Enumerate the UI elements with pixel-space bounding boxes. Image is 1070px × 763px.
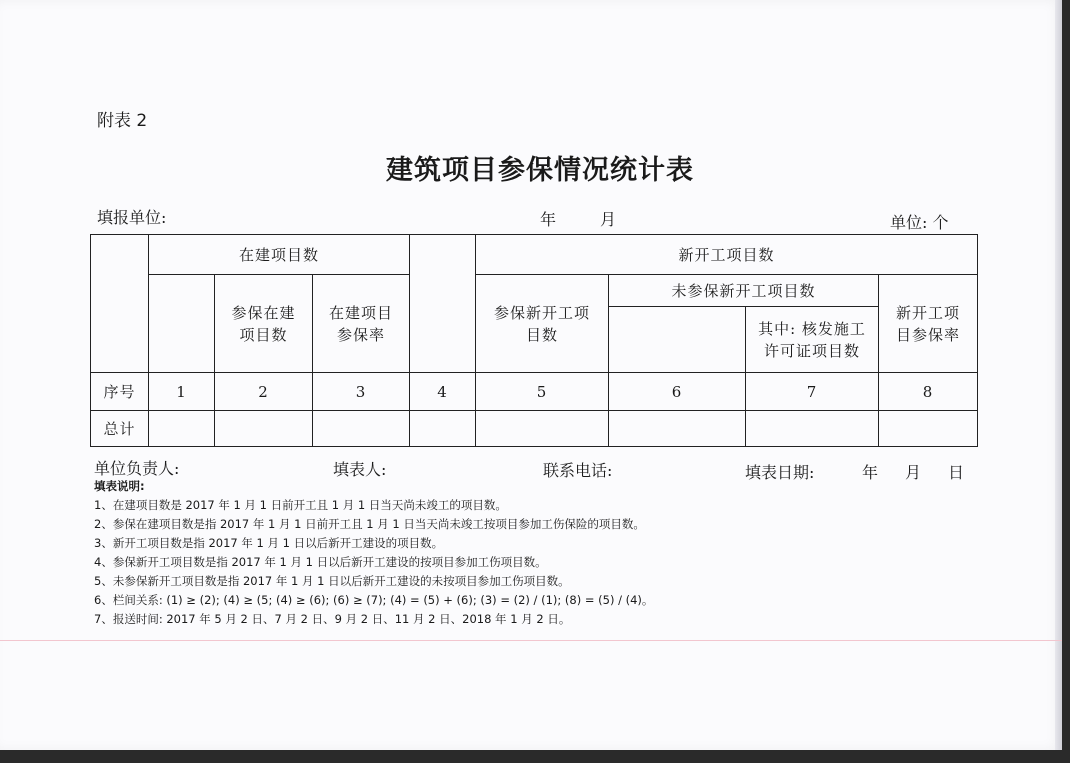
total-cell: [879, 411, 978, 447]
insured-on-build-header: 参保在建项目数: [215, 275, 313, 373]
divider-line: [0, 640, 1062, 641]
footer-year: 年: [862, 463, 879, 482]
col-number: 5: [476, 373, 609, 411]
col-number: 3: [313, 373, 410, 411]
header-blank-cell: [91, 235, 149, 373]
uninsured-new-group-header: 未参保新开工项目数: [609, 275, 879, 307]
unit-label: 单位: 个: [890, 213, 949, 232]
note-item: 3、新开工项目数是指 2017 年 1 月 1 日以后新开工建设的项目数。: [94, 536, 444, 550]
col-number: 1: [149, 373, 215, 411]
permit-issued-header: 其中: 核发施工许可证项目数: [746, 307, 879, 373]
responsible-label: 单位负责人:: [94, 459, 180, 478]
on-build-group-header: 在建项目数: [149, 235, 410, 275]
month-label: 月: [600, 210, 617, 229]
footer-day: 日: [948, 463, 965, 482]
statistics-table: [90, 234, 978, 447]
total-cell: [215, 411, 313, 447]
total-cell: [476, 411, 609, 447]
year-label: 年: [540, 210, 557, 229]
total-label: 总计: [91, 411, 149, 447]
note-item: 5、未参保新开工项目数是指 2017 年 1 月 1 日以后新开工建设的未按项目参加工伤项目数。: [94, 574, 570, 588]
footer-month: 月: [905, 463, 922, 482]
serial-label: 序号: [91, 373, 149, 411]
total-cell: [149, 411, 215, 447]
note-item: 2、参保在建项目数是指 2017 年 1 月 1 日前开工且 1 月 1 日当天尚未竣工按项目参加工伤保险的项目数。: [94, 517, 645, 531]
fill-unit-label: 填报单位:: [97, 208, 167, 227]
total-row: [91, 411, 978, 447]
total-cell: [313, 411, 410, 447]
total-cell: [410, 411, 476, 447]
col-number: 2: [215, 373, 313, 411]
document-title: 建筑项目参保情况统计表: [386, 155, 694, 186]
note-item: 4、参保新开工项目数是指 2017 年 1 月 1 日以后新开工建设的按项目参加工伤项目数。: [94, 555, 547, 569]
note-item: 6、栏间关系: (1) ≥ (2); (4) ≥ (5; (4) ≥ (6); (6) ≥ (7); (4) = (5) + (6); (3) = (2) / (1); (8) = (5) / (4)。: [94, 593, 654, 607]
scanner-border: [0, 750, 1070, 763]
col-number: 6: [609, 373, 746, 411]
filler-label: 填表人:: [333, 460, 387, 479]
col-number: 8: [879, 373, 978, 411]
fill-date-label: 填表日期:: [745, 463, 815, 482]
on-build-rate-header: 在建项目参保率: [313, 275, 410, 373]
col-number: 4: [410, 373, 476, 411]
attachment-label: 附表 2: [97, 111, 148, 131]
total-cell: [609, 411, 746, 447]
notes-section: [94, 477, 653, 629]
phone-label: 联系电话:: [543, 461, 613, 480]
insured-new-header: 参保新开工项目数: [476, 275, 609, 373]
notes-heading: 填表说明:: [94, 479, 145, 493]
total-new-header-cell: [410, 235, 476, 373]
col-number: 7: [746, 373, 879, 411]
new-group-header: 新开工项目数: [476, 235, 978, 275]
total-cell: [746, 411, 879, 447]
page-edge: [1055, 0, 1062, 750]
note-item: 7、报送时间: 2017 年 5 月 2 日、7 月 2 日、9 月 2 日、11 月 2 日、2018 年 1 月 2 日。: [94, 612, 571, 626]
on-build-count-header: [149, 275, 215, 373]
note-item: 1、在建项目数是 2017 年 1 月 1 日前开工且 1 月 1 日当天尚未竣工的项目数。: [94, 498, 507, 512]
serial-row: [91, 373, 978, 411]
new-rate-header: 新开工项目参保率: [879, 275, 978, 373]
uninsured-new-count-header: [609, 307, 746, 373]
